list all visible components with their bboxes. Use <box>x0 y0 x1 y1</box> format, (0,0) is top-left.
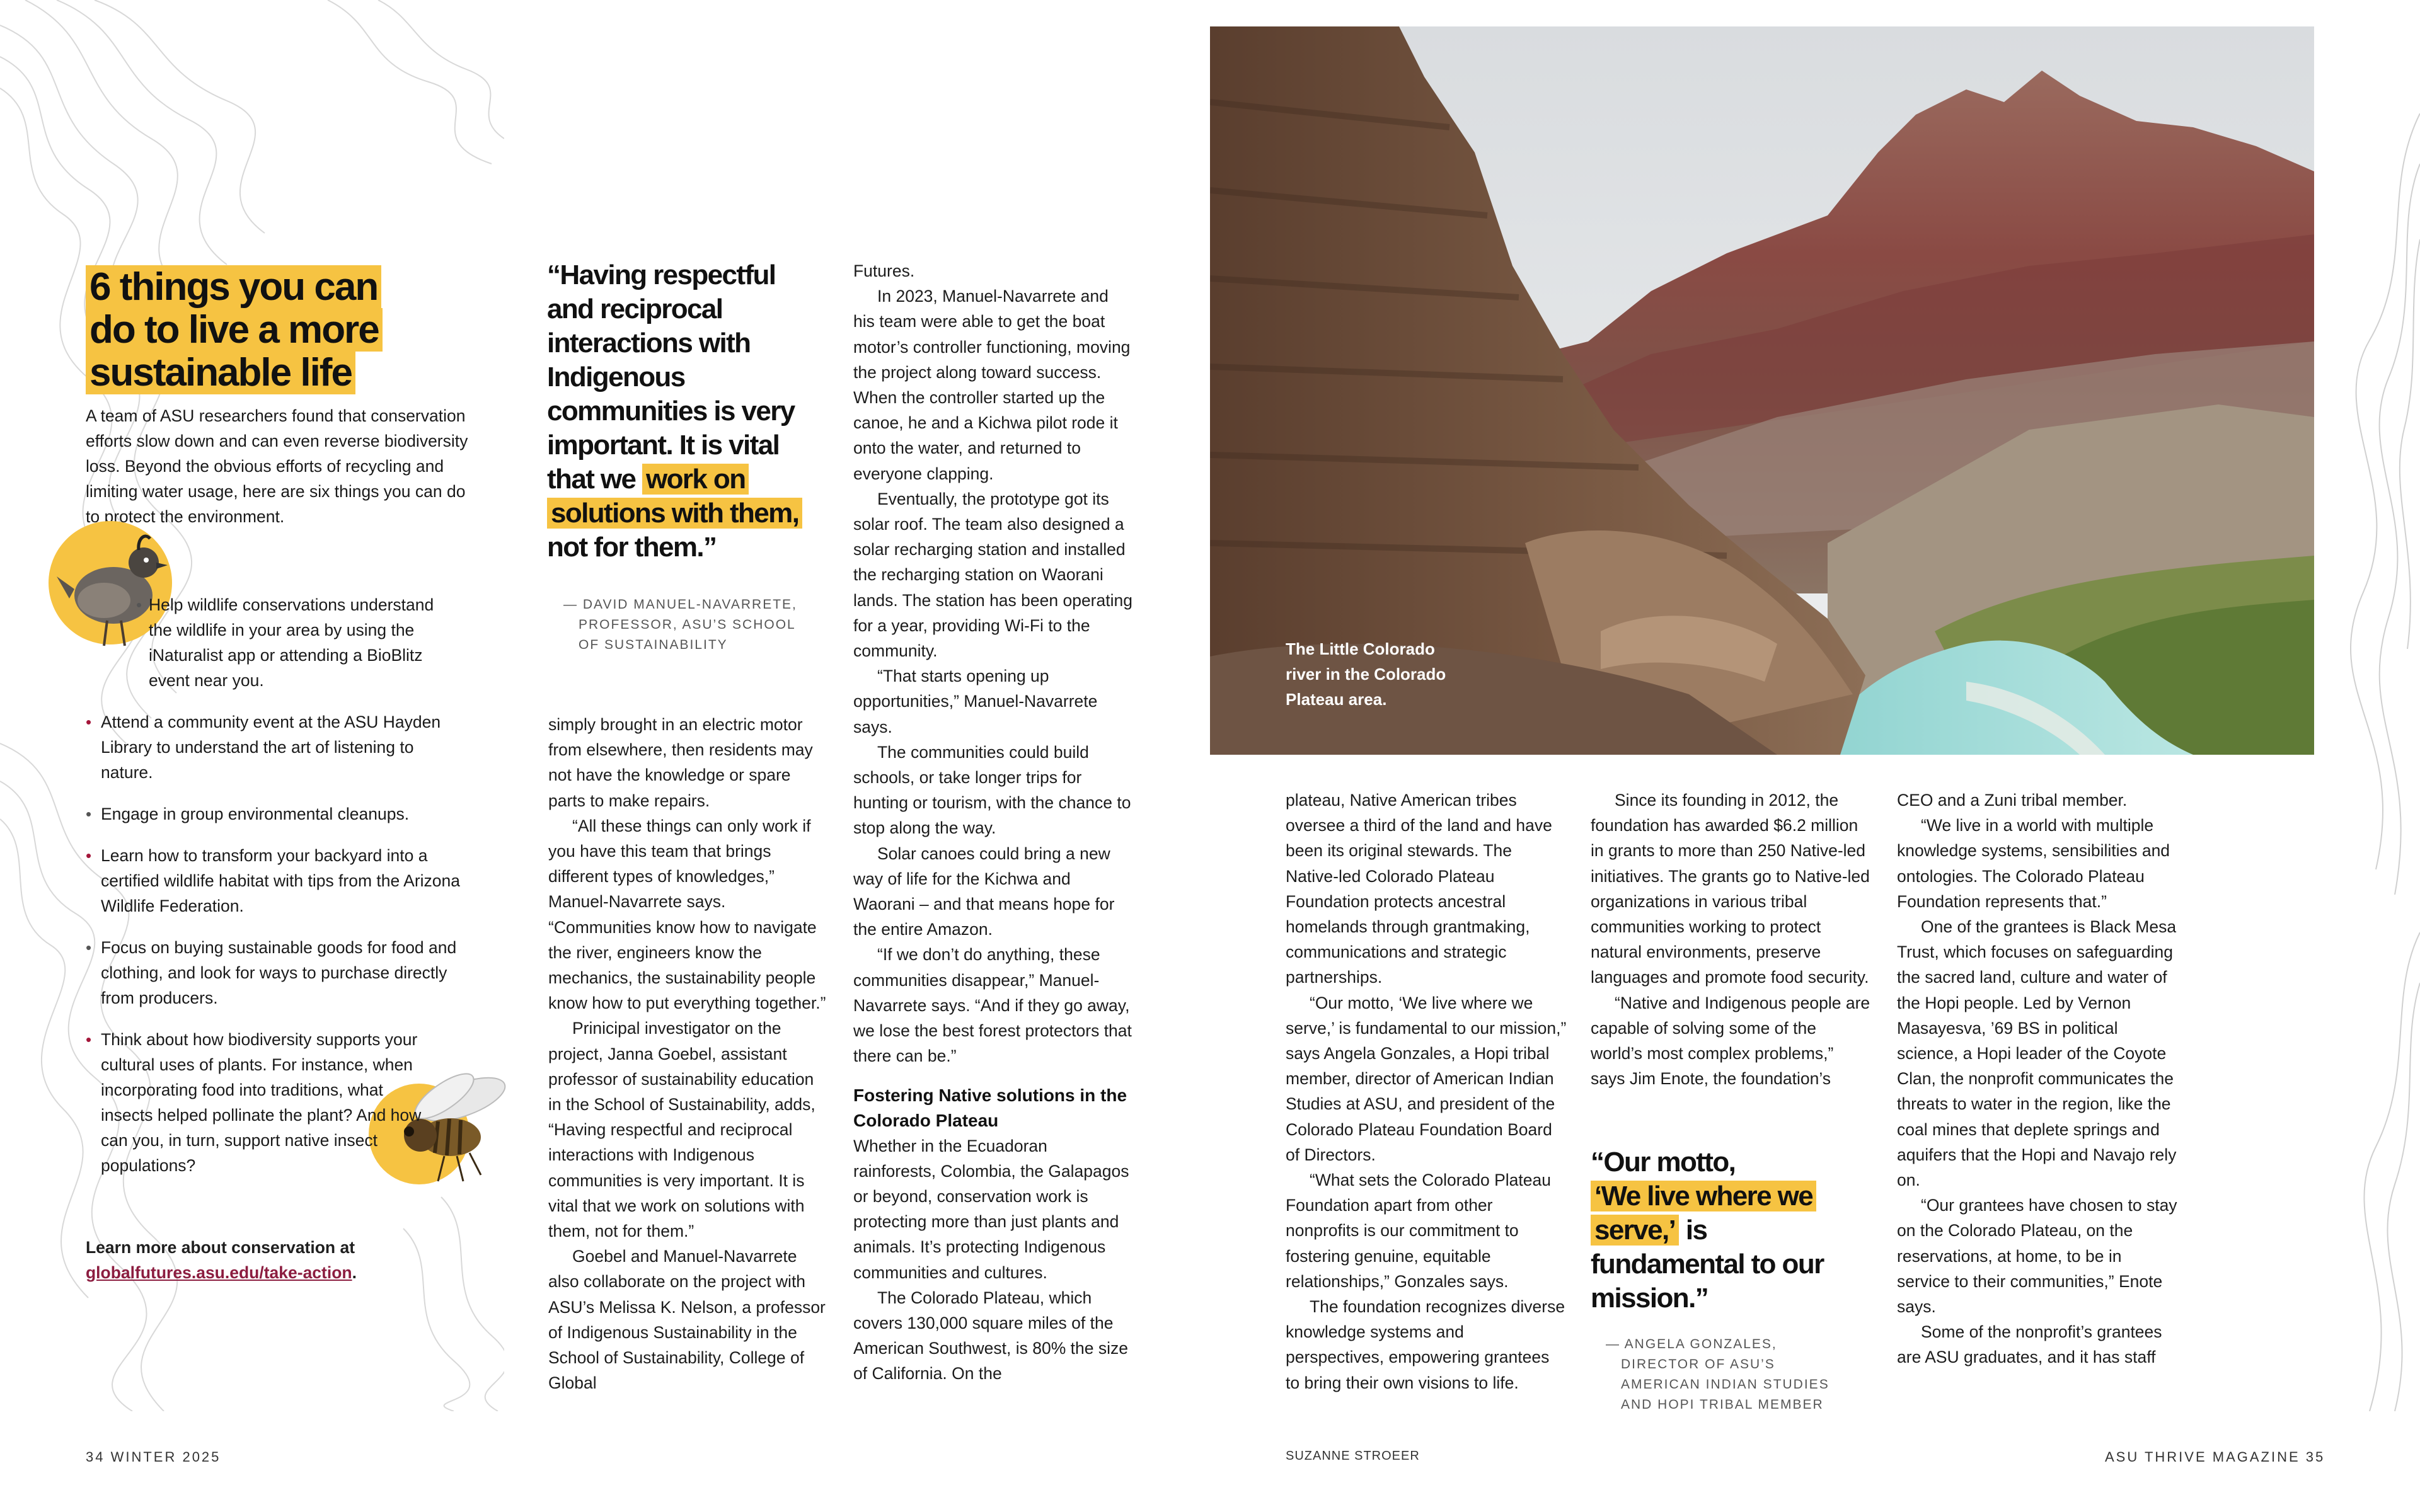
tip-1: • Help wildlife conservations understand the wildlife in your area by using the iNaturalist app or attending a BioBlitz event near you. <box>149 592 451 693</box>
body-column-1: simply brought in an electric motor from elsewhere, then residents may not have the knowledge or spare parts to make repairs. “All these things can only work if you have this team that brings different types of knowledges,” Manuel-Navarrete says. “Communities know how to navigate the river, engineers know the mechanics, the sustainability people know how to put everything together.” Prinicipal investigator on the project, Janna Goebel, assistant professor of sustainability education in the School of Sustainability, adds, “Having respectful and reciprocal interactions with Indigenous communities is very important. It is vital that we work on solutions with them, not for them.” Goebel and Manuel-Navarrete also collaborate on the project with ASU’s Melissa K. Nelson, a professor of Indigenous Sustainability in the School of Sustainability, College of Global <box>548 715 826 1393</box>
learn-more <box>86 1235 413 1285</box>
tip-6: • Think about how biodiversity supports your cultural uses of plants. For instance, when incorporating food into traditions, what insects helped pollinate the plant? And how can you, in turn, support native insect populations? <box>101 1027 429 1178</box>
pull-quote-attribution: — ANGELA GONZALES, DIRECTOR OF ASU’S AMERICAN INDIAN STUDIES AND HOPI TRIBAL MEMBER <box>1606 1337 1829 1412</box>
section-heading: Fostering Native solutions in the Colorado Plateau <box>853 1085 1127 1130</box>
body-column-5: CEO and a Zuni tribal member. “We live in a world with multiple knowledge systems, sensibilities and ontologies. The Colorado Plateau Foundation represents that.” One of the grantees is Black Mesa Trust, which focuses on safeguarding the sacred land, culture and water of the Hopi people. Led by Vernon Masayesva, ’69 BS in political science, a Hopi leader of the Coyote Clan, the nonprofit communicates the threats to water in the region, like the coal mines that deplete springs and aquifers that the Hopi and Navajo rely on. “Our grantees have chosen to stay on the Colorado Plateau, on the reservations, at home, to be in service to their communities,” Enote says. Some of the nonprofit’s grantees are ASU graduates, and it has staff <box>1897 791 2177 1367</box>
tip-3: • Engage in group environmental cleanups. <box>101 801 466 827</box>
learn-more-label: Learn more about conservation at <box>86 1238 355 1257</box>
folio-right: ASU THRIVE MAGAZINE 35 <box>2105 1449 2325 1465</box>
tip-5: • Focus on buying sustainable goods for food and clothing, and look for ways to purchase directly from producers. <box>101 935 466 1011</box>
pull-quote-gonzales <box>1591 1145 1843 1415</box>
bullet: • <box>86 1030 92 1049</box>
folio-left: 34 WINTER 2025 <box>86 1449 221 1465</box>
learn-more-end: . <box>352 1263 357 1282</box>
bullet: • <box>86 805 92 823</box>
body-column-4: Since its founding in 2012, the foundation has awarded $6.2 million in grants to more than 250 Native-led initiatives. The grants go to Native-led organizations in various tribal communities working to protect natural environments, preserve languages and promote food security. “Native and Indigenous people are capable of solving some of the world’s most complex problems,” says Jim Enote, the foundation’s <box>1591 791 1870 1089</box>
bullet: • <box>86 846 92 865</box>
topographic-pattern-left <box>0 0 504 1411</box>
pull-quote-text: “Having respectful and reciprocal interactions with Indigenous communities is very important. It is vital that we work on solutions with them, not for them.” <box>547 258 812 564</box>
pull-quote-attribution: — DAVID MANUEL-NAVARRETE, PROFESSOR, ASU’S SCHOOL OF SUSTAINABILITY <box>563 597 797 652</box>
bullet: • <box>86 713 92 731</box>
photo-credit: SUZANNE STROEER <box>1286 1449 1420 1463</box>
tip-2: • Attend a community event at the ASU Hayden Library to understand the art of listening to nature. <box>101 709 466 785</box>
sidebar-title: 6 things you can do to live a more sustainable life <box>86 266 413 394</box>
body-column-2: Futures. In 2023, Manuel-Navarrete and his team were able to get the boat motor’s controller functioning, moving the project along toward success. When the controller started up the canoe, he and a Kichwa pilot rode it onto the water, and returned to everyone clapping. Eventually, the prototype got its solar roof. The team also designed a solar recharging station and installed the recharging station on Waorani lands. The station has been operating for a year, providing Wi-Fi to the community. “That starts opening up opportunities,” Manuel-Navarrete says. The communities could build schools, or take longer trips for hunting or tourism, with the chance to stop along the way. Solar canoes could bring a new way of life for the Kichwa and Waorani – and that means hope for the entire Amazon. “If we don’t do anything, these communities disappear,” Manuel-Navarrete says. “And if they go away, we lose the best forest protectors that there can be.” Fostering Native solutions in the Colorado Plateau Whether in the Ecuadoran rainforests, Colombia, the Galapagos or beyond, conservation work is protecting more than just plants and animals. It’s protecting Indigenous communities and cultures. The Colorado Plateau, which covers 130,000 square miles of the American Southwest, is 80% the size of California. On the <box>853 258 1134 1387</box>
pull-quote-text: “Our motto, ‘We live where we serve,’ is fundamental to our mission.” <box>1591 1147 1824 1314</box>
sidebar-intro: A team of ASU researchers found that conservation efforts slow down and can even reverse biodiversity loss. Beyond the obvious efforts of recycling and limiting water usage, here are six things you can do to protect the environment. <box>86 406 468 526</box>
photo-caption: The Little Colorado river in the Colorado Plateau area. <box>1286 639 1446 709</box>
tip-4: • Learn how to transform your backyard into a certified wildlife habitat with tips from the Arizona Wildlife Federation. <box>101 843 466 919</box>
bullet: • <box>136 595 142 614</box>
take-action-link[interactable]: globalfutures.asu.edu/take-action <box>86 1263 352 1282</box>
pull-quote-manuel-navarrete <box>547 258 812 655</box>
bullet: • <box>86 938 92 957</box>
body-column-3: plateau, Native American tribes oversee a third of the land and have been its original stewards. The Native-led Colorado Plateau Foundation protects ancestral homelands through grantmaking, communications and strategic partnerships. “Our motto, ‘We live where we serve,’ is fundamental to our mission,” says Angela Gonzales, a Hopi tribal member, director of American Indian Studies at ASU, and president of the Colorado Plateau Foundation Board of Directors. “What sets the Colorado Plateau Foundation apart from other nonprofits is our commitment to fostering genuine, equitable relationships,” Gonzales says. The foundation recognizes diverse knowledge systems and perspectives, empowering grantees to bring their own visions to life. <box>1286 791 1567 1392</box>
